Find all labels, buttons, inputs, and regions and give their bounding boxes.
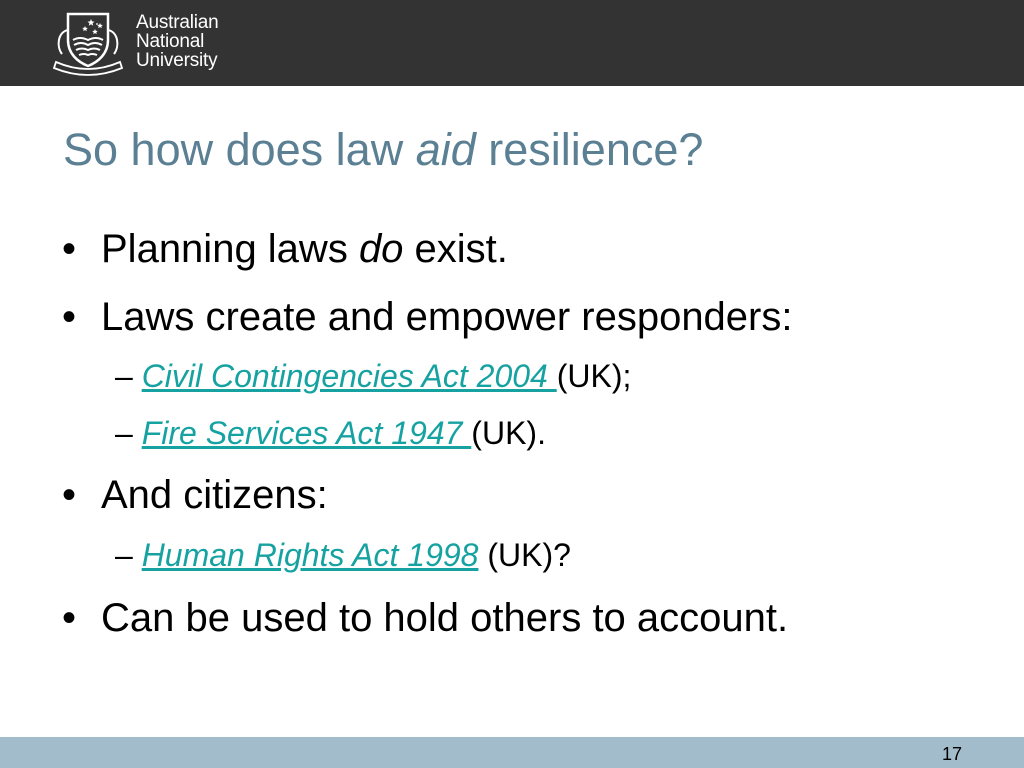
page-number: 17 xyxy=(941,744,962,764)
link-human-rights-act[interactable]: Human Rights Act 1998 xyxy=(141,537,479,573)
link-civil-contingencies-act[interactable]: Civil Contingencies Act 2004 xyxy=(141,358,557,394)
sub-human-rights xyxy=(115,535,571,575)
sub-dash: – xyxy=(115,537,133,573)
bullet-text: And citizens: xyxy=(101,473,328,517)
bullet-and-citizens xyxy=(62,471,328,519)
bullet-laws-create xyxy=(62,293,792,341)
logo-line-3: University xyxy=(136,50,218,71)
sub-civil-contingencies xyxy=(115,356,631,396)
title-emphasis: aid xyxy=(415,124,476,175)
link-fire-services-act[interactable]: Fire Services Act 1947 xyxy=(141,415,472,451)
bullet-hold-account xyxy=(62,594,788,642)
logo-line-2: National xyxy=(136,31,205,52)
footer-bar xyxy=(0,737,1024,768)
title-post: resilience? xyxy=(475,124,704,175)
bullet-text: Laws create and empower responders: xyxy=(101,295,793,339)
bullet-dot: • xyxy=(62,227,77,271)
bullet-dot: • xyxy=(62,596,77,640)
bullet-dot: • xyxy=(62,473,77,517)
sub-dash: – xyxy=(115,415,133,451)
sub-text: (UK)? xyxy=(478,537,571,573)
bullet-emphasis: do xyxy=(358,227,404,271)
sub-dash: – xyxy=(115,358,133,394)
logo-line-1: Australian xyxy=(136,12,219,33)
bullet-text: Can be used to hold others to account. xyxy=(101,596,789,640)
sub-text: (UK); xyxy=(556,358,632,394)
sub-fire-services xyxy=(115,413,546,453)
sub-text: (UK). xyxy=(471,415,546,451)
bullet-planning-laws xyxy=(62,225,508,273)
bullet-dot: • xyxy=(62,295,77,339)
bullet-text-end: exist. xyxy=(403,227,508,271)
bullet-text: Planning laws xyxy=(101,227,359,271)
title-pre: So how does law xyxy=(63,124,416,175)
